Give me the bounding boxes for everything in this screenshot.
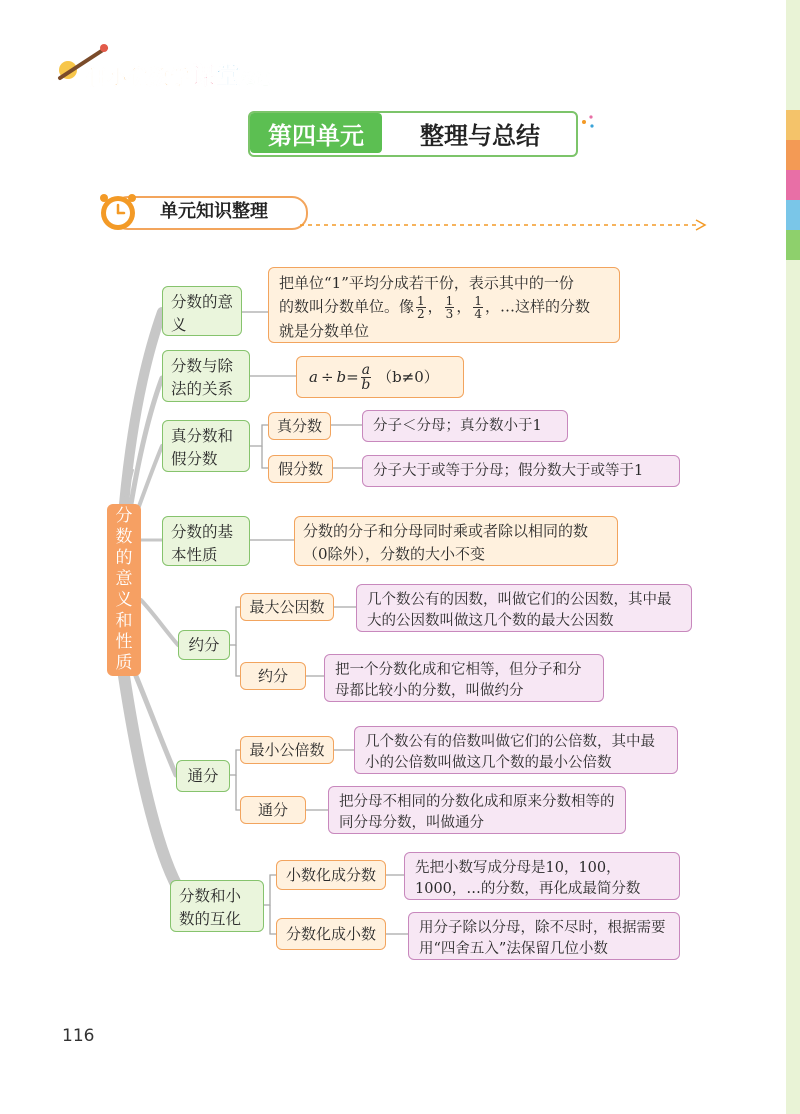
root-node bbox=[107, 504, 141, 676]
desc-gcd: 几个数公有的因数，叫做它们的公因数，其中最大的公因数叫做这几个数的最大公因数 bbox=[356, 584, 692, 632]
desc-proper-fraction: 分子＜分母；真分数小于1 bbox=[362, 410, 568, 442]
denominator: b bbox=[361, 376, 371, 393]
desc-line: 把单位“1”平均分成若干份，表示其中的一份 bbox=[279, 274, 574, 292]
root-char: 义 bbox=[115, 590, 133, 610]
root-char: 数 bbox=[115, 527, 133, 547]
node-proper-fraction: 真分数 bbox=[268, 412, 331, 440]
root-char: 和 bbox=[115, 611, 133, 631]
fraction-third bbox=[445, 295, 455, 320]
node-find-common: 通分 bbox=[240, 796, 306, 824]
node-reduction: 约分 bbox=[178, 630, 230, 660]
numerator: 1 bbox=[445, 294, 454, 308]
node-fraction-meaning: 分数的意义 bbox=[162, 286, 242, 336]
logo-part-3: 堂 bbox=[216, 62, 241, 90]
formula-condition: （b≠0） bbox=[377, 367, 439, 386]
fraction-half bbox=[416, 295, 426, 320]
denominator: 4 bbox=[474, 307, 482, 321]
node-reduce-fraction: 约分 bbox=[240, 662, 306, 690]
desc-lcm: 几个数公有的倍数叫做它们的公倍数，其中最小的公倍数叫做这几个数的最小公倍数 bbox=[354, 726, 678, 774]
fraction-quarter bbox=[473, 295, 483, 320]
formula-a: a bbox=[309, 367, 318, 386]
section-title: 单元知识整理 bbox=[160, 201, 268, 222]
root-char: 的 bbox=[115, 548, 133, 568]
formula-fraction bbox=[361, 363, 371, 392]
desc-line: 就是分数单位 bbox=[279, 322, 370, 340]
denominator: 2 bbox=[417, 307, 425, 321]
numerator: 1 bbox=[417, 294, 425, 308]
node-fraction-decimal: 分数和小数的互化 bbox=[170, 880, 264, 932]
node-gcd: 最大公因数 bbox=[240, 593, 334, 621]
node-lcm: 最小公倍数 bbox=[240, 736, 334, 764]
division-formula bbox=[296, 356, 464, 398]
logo-part-4: 笔记 bbox=[241, 72, 271, 88]
root-char: 质 bbox=[115, 653, 133, 673]
denominator: 3 bbox=[445, 307, 454, 321]
page-number: 116 bbox=[62, 1026, 95, 1046]
unit-number: 第四单元 bbox=[250, 113, 382, 153]
desc-text: 的数叫分数单位。像 bbox=[279, 297, 415, 316]
unit-title: 整理与总结 bbox=[420, 121, 540, 150]
desc-text: ，…这样的分数 bbox=[484, 297, 590, 316]
formula-div: ÷ bbox=[320, 367, 334, 386]
formula-eq: = bbox=[346, 367, 359, 386]
logo-part-1: 佃小优数学 bbox=[86, 65, 191, 89]
logo-part-2: 课 bbox=[191, 62, 216, 90]
desc-improper-fraction: 分子大于或等于分母；假分数大于或等于1 bbox=[362, 455, 680, 487]
root-char: 意 bbox=[115, 569, 133, 589]
root-char: 性 bbox=[115, 632, 133, 652]
desc-reduce-fraction: 把一个分数化成和它相等，但分子和分母都比较小的分数，叫做约分 bbox=[324, 654, 604, 702]
node-fraction-to-decimal: 分数化成小数 bbox=[276, 918, 386, 950]
numerator: a bbox=[361, 361, 371, 378]
root-char: 分 bbox=[115, 506, 133, 526]
desc-line: 的数叫分数单位。像 $\frac{1}{2}$ ， $\frac{1}{3}$ ， $\frac{1}{4}$ ，…这样的分数 bbox=[279, 294, 590, 321]
desc-fraction-meaning bbox=[268, 267, 620, 343]
numerator: 1 bbox=[474, 294, 482, 308]
desc-find-common: 把分母不相同的分数化成和原来分数相等的同分母分数，叫做通分 bbox=[328, 786, 626, 834]
node-fraction-division: 分数与除法的关系 bbox=[162, 350, 250, 402]
node-proper-improper: 真分数和假分数 bbox=[162, 420, 250, 472]
desc-fraction-to-decimal: 用分子除以分母，除不尽时，根据需要用“四舍五入”法保留几位小数 bbox=[408, 912, 680, 960]
node-improper-fraction: 假分数 bbox=[268, 455, 333, 483]
node-decimal-to-fraction: 小数化成分数 bbox=[276, 860, 386, 890]
desc-decimal-to-fraction: 先把小数写成分母是10，100，1000，…的分数，再化成最简分数 bbox=[404, 852, 680, 900]
node-common-denominator: 通分 bbox=[176, 760, 230, 792]
desc-basic-property: 分数的分子和分母同时乘或者除以相同的数（0除外），分数的大小不变 bbox=[294, 516, 618, 566]
node-basic-property: 分数的基本性质 bbox=[162, 516, 250, 566]
formula-b: b bbox=[336, 367, 347, 386]
